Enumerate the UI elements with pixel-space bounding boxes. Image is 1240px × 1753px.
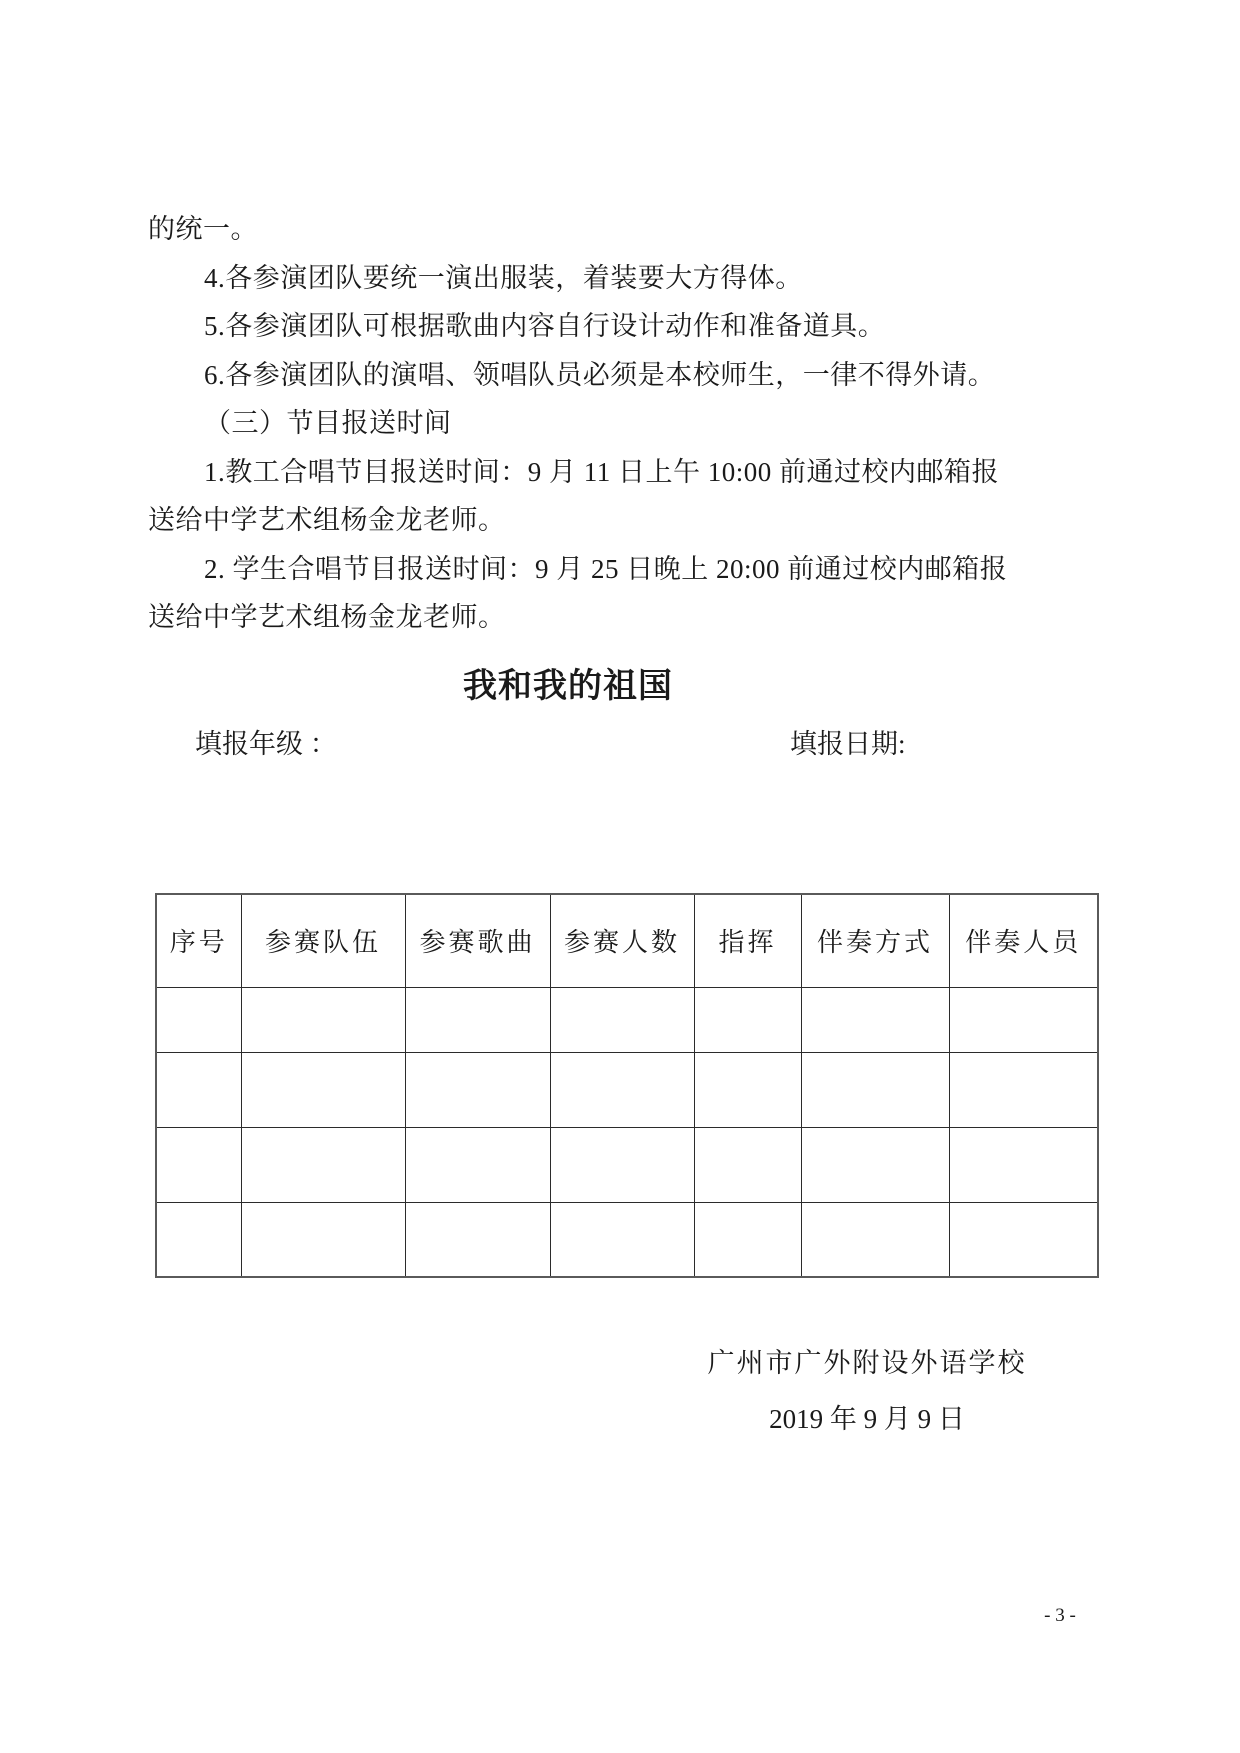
header-song: 参赛歌曲 bbox=[405, 894, 550, 987]
empty-cell bbox=[694, 1202, 801, 1277]
empty-cell bbox=[241, 1202, 405, 1277]
empty-cell bbox=[949, 1052, 1098, 1127]
table-row bbox=[156, 987, 1098, 1052]
table-row bbox=[156, 1052, 1098, 1127]
empty-cell bbox=[156, 1127, 241, 1202]
empty-cell bbox=[550, 987, 694, 1052]
empty-cell bbox=[801, 987, 949, 1052]
empty-cell bbox=[156, 1052, 241, 1127]
body-text bbox=[148, 205, 1060, 642]
table-row bbox=[156, 1127, 1098, 1202]
paragraph-continuation: 送给中学艺术组杨金龙老师。 bbox=[148, 602, 506, 632]
date-label: 填报日期: bbox=[790, 729, 906, 759]
empty-cell bbox=[405, 1052, 550, 1127]
form-title: 我和我的祖国 bbox=[463, 668, 673, 705]
empty-cell bbox=[694, 1127, 801, 1202]
paragraph-continuation: 送给中学艺术组杨金龙老师。 bbox=[148, 505, 506, 535]
table-row bbox=[156, 1202, 1098, 1277]
signature-date: 2019 年 9 月 9 日 bbox=[769, 1404, 965, 1434]
empty-cell bbox=[241, 1052, 405, 1127]
empty-cell bbox=[801, 1202, 949, 1277]
empty-cell bbox=[550, 1127, 694, 1202]
form-labels-row bbox=[0, 722, 1240, 762]
empty-cell bbox=[405, 1127, 550, 1202]
header-conductor: 指挥 bbox=[694, 894, 801, 987]
empty-cell bbox=[156, 1202, 241, 1277]
empty-cell bbox=[949, 1127, 1098, 1202]
paragraph-item-4: 4.各参演团队要统一演出服装，着装要大方得体。 bbox=[204, 262, 803, 293]
signature-org: 广州市广外附设外语学校 bbox=[707, 1348, 1027, 1378]
empty-cell bbox=[949, 1202, 1098, 1277]
paragraph-continuation: 的统一。 bbox=[148, 214, 258, 244]
empty-cell bbox=[550, 1202, 694, 1277]
paragraph-item-5: 5.各参演团队可根据歌曲内容自行设计动作和准备道具。 bbox=[204, 311, 886, 341]
header-accompanist: 伴奏人员 bbox=[949, 894, 1098, 987]
header-accompaniment-type: 伴奏方式 bbox=[801, 894, 949, 987]
empty-cell bbox=[801, 1127, 949, 1202]
registration-table bbox=[155, 893, 1099, 1278]
page-number: - 3 - bbox=[1044, 1605, 1076, 1626]
empty-cell bbox=[694, 987, 801, 1052]
header-participant-count: 参赛人数 bbox=[550, 894, 694, 987]
grade-label: 填报年级 ： bbox=[195, 729, 337, 759]
paragraph-item-1: 1.教工合唱节目报送时间：9 月 11 日上午 10:00 前通过校内邮箱报 bbox=[204, 456, 999, 487]
empty-cell bbox=[949, 987, 1098, 1052]
section-heading-3: （三）节目报送时间 bbox=[204, 408, 452, 438]
empty-cell bbox=[156, 987, 241, 1052]
empty-cell bbox=[801, 1052, 949, 1127]
empty-cell bbox=[241, 1127, 405, 1202]
empty-cell bbox=[405, 1202, 550, 1277]
paragraph-item-6: 6.各参演团队的演唱、领唱队员必须是本校师生，一律不得外请。 bbox=[204, 359, 996, 390]
table-header-row bbox=[156, 894, 1098, 987]
empty-cell bbox=[694, 1052, 801, 1127]
empty-cell bbox=[550, 1052, 694, 1127]
paragraph-item-2: 2. 学生合唱节目报送时间：9 月 25 日晚上 20:00 前通过校内邮箱报 bbox=[204, 553, 1008, 584]
header-serial-number: 序号 bbox=[156, 894, 241, 987]
header-team: 参赛队伍 bbox=[241, 894, 405, 987]
empty-cell bbox=[241, 987, 405, 1052]
empty-cell bbox=[405, 987, 550, 1052]
